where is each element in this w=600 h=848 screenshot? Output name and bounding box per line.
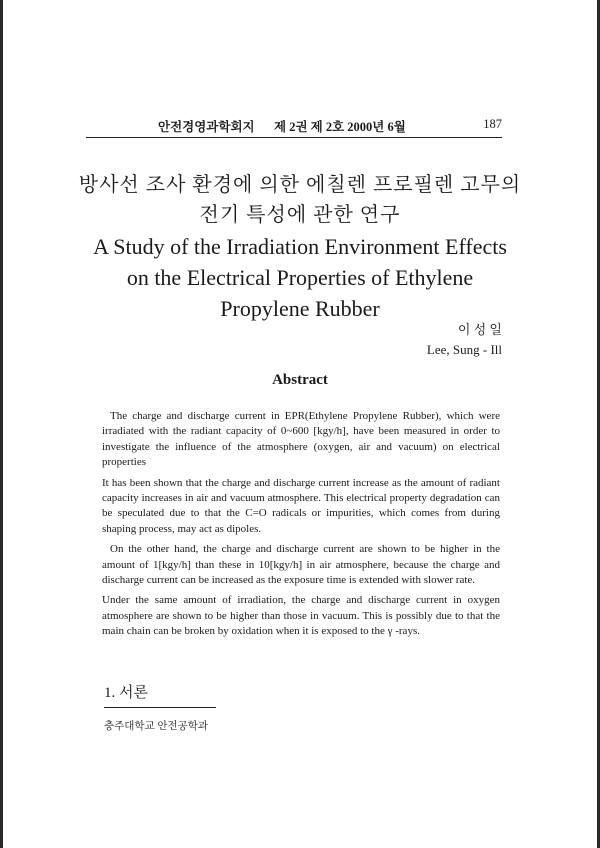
abstract-paragraph-1: The charge and discharge current in EPR(Ethylene Propylene Rubber), which were irradiated with the radiant capacity of 0~600 [kgy/h], have been measured in order to investigate the influence of the atmosphere (oxygen, air and vacuum) on electrical properties bbox=[102, 410, 500, 469]
author-korean: 이 성 일 bbox=[457, 322, 502, 337]
abstract-paragraph-3: On the other hand, the charge and discharge current are shown to be higher in the amount of 1[kgy/h] than these in 10[kgy/h] in air atmosphere, because the charge and discharge current can be increased as the exposure time is extended with slower rate. bbox=[102, 543, 500, 587]
footnote-divider bbox=[104, 707, 216, 708]
title-english-line-3: Propylene Rubber bbox=[220, 296, 380, 321]
running-header bbox=[86, 117, 502, 138]
title-block bbox=[40, 170, 560, 323]
abstract-paragraph-4: Under the same amount of irradiation, the charge and discharge current in oxygen atmosphere are shown to be higher than those in vacuum. This is possibly due to that the main chain can be broken by oxidation when it is exposed to the γ -rays. bbox=[102, 594, 500, 638]
title-korean-line-2: 전기 특성에 관한 연구 bbox=[199, 204, 401, 226]
journal-name: 안전경영과학회지 bbox=[158, 120, 255, 134]
title-korean-line-1: 방사선 조사 환경에 의한 에칠렌 프로필렌 고무의 bbox=[78, 174, 522, 196]
author-block bbox=[427, 320, 502, 360]
abstract-body bbox=[102, 409, 500, 645]
footnote-affiliation: 충주대학교 안전공학과 bbox=[104, 721, 209, 732]
abstract-paragraph-2: It has been shown that the charge and discharge current increase as the amount of radiant capacity increases in air and vacuum atmosphere. This electrical property degradation can be speculated due to that the C=O radicals or impurities, which comes from during shaping process, may act as dipoles. bbox=[102, 476, 500, 535]
title-english-line-1: A Study of the Irradiation Environment Effects bbox=[93, 234, 507, 259]
abstract-heading: Abstract bbox=[272, 372, 328, 388]
section-heading: 1. 서론 bbox=[104, 685, 148, 701]
page-number: 187 bbox=[483, 117, 502, 131]
issue-info: 제 2권 제 2호 2000년 6월 bbox=[274, 120, 406, 134]
author-english: Lee, Sung - Ill bbox=[426, 342, 502, 357]
title-english-line-2: on the Electrical Properties of Ethylene bbox=[126, 265, 474, 290]
